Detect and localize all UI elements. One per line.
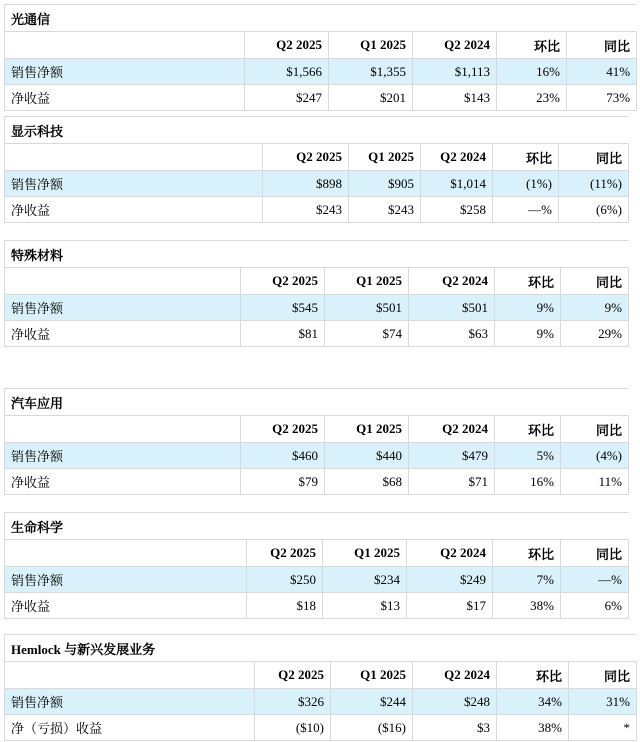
table-row (5, 321, 629, 347)
cell: $905 (349, 171, 421, 197)
cell: ($16) (331, 715, 413, 741)
header-yoy: 同比 (561, 540, 629, 567)
segment-table-life-sciences (4, 512, 629, 619)
segment-title: 光通信 (5, 5, 637, 32)
row-label: 净收益 (5, 85, 245, 111)
table-row (5, 469, 629, 495)
row-label: 净（亏损）收益 (5, 715, 255, 741)
cell: $243 (349, 197, 421, 223)
header-q1-2025: Q1 2025 (325, 416, 409, 443)
cell: 41% (567, 59, 637, 85)
table-row (5, 85, 637, 111)
cell: 16% (497, 59, 567, 85)
cell: (4%) (561, 443, 629, 469)
cell: $143 (413, 85, 497, 111)
segment-table-specialty-materials (4, 240, 629, 347)
cell: $479 (409, 443, 495, 469)
cell: $326 (255, 689, 331, 715)
cell: —% (561, 567, 629, 593)
cell: 34% (497, 689, 569, 715)
header-q2-2025: Q2 2025 (247, 540, 323, 567)
header-qoq: 环比 (497, 662, 569, 689)
cell: $81 (241, 321, 325, 347)
cell: $68 (325, 469, 409, 495)
cell: $18 (247, 593, 323, 619)
header-qoq: 环比 (493, 540, 561, 567)
cell: 6% (561, 593, 629, 619)
row-label: 销售净额 (5, 567, 247, 593)
cell: $17 (407, 593, 493, 619)
header-q2-2025: Q2 2025 (263, 144, 349, 171)
cell: $248 (413, 689, 497, 715)
row-label: 销售净额 (5, 295, 241, 321)
row-label: 销售净额 (5, 689, 255, 715)
cell: 38% (497, 715, 569, 741)
cell: $13 (323, 593, 407, 619)
header-q1-2025: Q1 2025 (329, 32, 413, 59)
table-row (5, 567, 629, 593)
cell: $1,014 (421, 171, 493, 197)
cell: $501 (325, 295, 409, 321)
cell: $1,566 (245, 59, 329, 85)
table-row (5, 689, 637, 715)
cell: $501 (409, 295, 495, 321)
segment-table-automotive (4, 388, 629, 495)
header-q1-2025: Q1 2025 (323, 540, 407, 567)
row-label: 销售净额 (5, 171, 263, 197)
cell: $79 (241, 469, 325, 495)
cell: $201 (329, 85, 413, 111)
header-yoy: 同比 (569, 662, 637, 689)
cell: $71 (409, 469, 495, 495)
header-q1-2025: Q1 2025 (331, 662, 413, 689)
cell: $63 (409, 321, 495, 347)
segment-table-display (4, 116, 629, 223)
cell: 9% (561, 295, 629, 321)
cell: $258 (421, 197, 493, 223)
header-qoq: 环比 (495, 268, 561, 295)
table-row (5, 295, 629, 321)
row-label: 净收益 (5, 321, 241, 347)
header-qoq: 环比 (497, 32, 567, 59)
cell: $1,355 (329, 59, 413, 85)
header-q2-2024: Q2 2024 (413, 662, 497, 689)
header-qoq: 环比 (493, 144, 559, 171)
cell: ($10) (255, 715, 331, 741)
cell: $898 (263, 171, 349, 197)
cell: $3 (413, 715, 497, 741)
cell: $243 (263, 197, 349, 223)
cell: —% (493, 197, 559, 223)
cell: 16% (495, 469, 561, 495)
cell: 23% (497, 85, 567, 111)
header-q2-2025: Q2 2025 (245, 32, 329, 59)
cell: (1%) (493, 171, 559, 197)
cell: $247 (245, 85, 329, 111)
cell: 73% (567, 85, 637, 111)
header-yoy: 同比 (561, 268, 629, 295)
cell: 31% (569, 689, 637, 715)
header-q1-2025: Q1 2025 (325, 268, 409, 295)
row-label: 销售净额 (5, 443, 241, 469)
cell: $460 (241, 443, 325, 469)
table-row (5, 715, 637, 741)
cell: 7% (493, 567, 561, 593)
cell: $249 (407, 567, 493, 593)
table-row (5, 443, 629, 469)
cell: $74 (325, 321, 409, 347)
segment-table-optical (4, 4, 637, 111)
cell: 9% (495, 295, 561, 321)
cell: * (569, 715, 637, 741)
table-row (5, 197, 629, 223)
header-yoy: 同比 (561, 416, 629, 443)
cell: $1,113 (413, 59, 497, 85)
header-yoy: 同比 (567, 32, 637, 59)
header-q2-2024: Q2 2024 (407, 540, 493, 567)
row-label: 净收益 (5, 593, 247, 619)
segment-title: 生命科学 (5, 513, 629, 540)
cell: 38% (493, 593, 561, 619)
row-label: 净收益 (5, 469, 241, 495)
segment-title: 汽车应用 (5, 389, 629, 416)
header-q2-2024: Q2 2024 (409, 268, 495, 295)
cell: 29% (561, 321, 629, 347)
row-label: 销售净额 (5, 59, 245, 85)
segment-title: 显示科技 (5, 117, 629, 144)
header-q2-2024: Q2 2024 (409, 416, 495, 443)
header-q2-2025: Q2 2025 (255, 662, 331, 689)
cell: 5% (495, 443, 561, 469)
cell: (11%) (559, 171, 629, 197)
row-label: 净收益 (5, 197, 263, 223)
cell: $244 (331, 689, 413, 715)
header-qoq: 环比 (495, 416, 561, 443)
cell: $440 (325, 443, 409, 469)
header-yoy: 同比 (559, 144, 629, 171)
table-row (5, 59, 637, 85)
header-q2-2025: Q2 2025 (241, 268, 325, 295)
table-row (5, 593, 629, 619)
segment-title: Hemlock 与新兴发展业务 (5, 635, 637, 662)
cell: $234 (323, 567, 407, 593)
header-q2-2024: Q2 2024 (421, 144, 493, 171)
cell: (6%) (559, 197, 629, 223)
segment-title: 特殊材料 (5, 241, 629, 268)
table-row (5, 171, 629, 197)
cell: $250 (247, 567, 323, 593)
header-q2-2025: Q2 2025 (241, 416, 325, 443)
header-q2-2024: Q2 2024 (413, 32, 497, 59)
cell: $545 (241, 295, 325, 321)
cell: 9% (495, 321, 561, 347)
cell: 11% (561, 469, 629, 495)
segment-table-hemlock-emerging (4, 634, 637, 741)
header-q1-2025: Q1 2025 (349, 144, 421, 171)
